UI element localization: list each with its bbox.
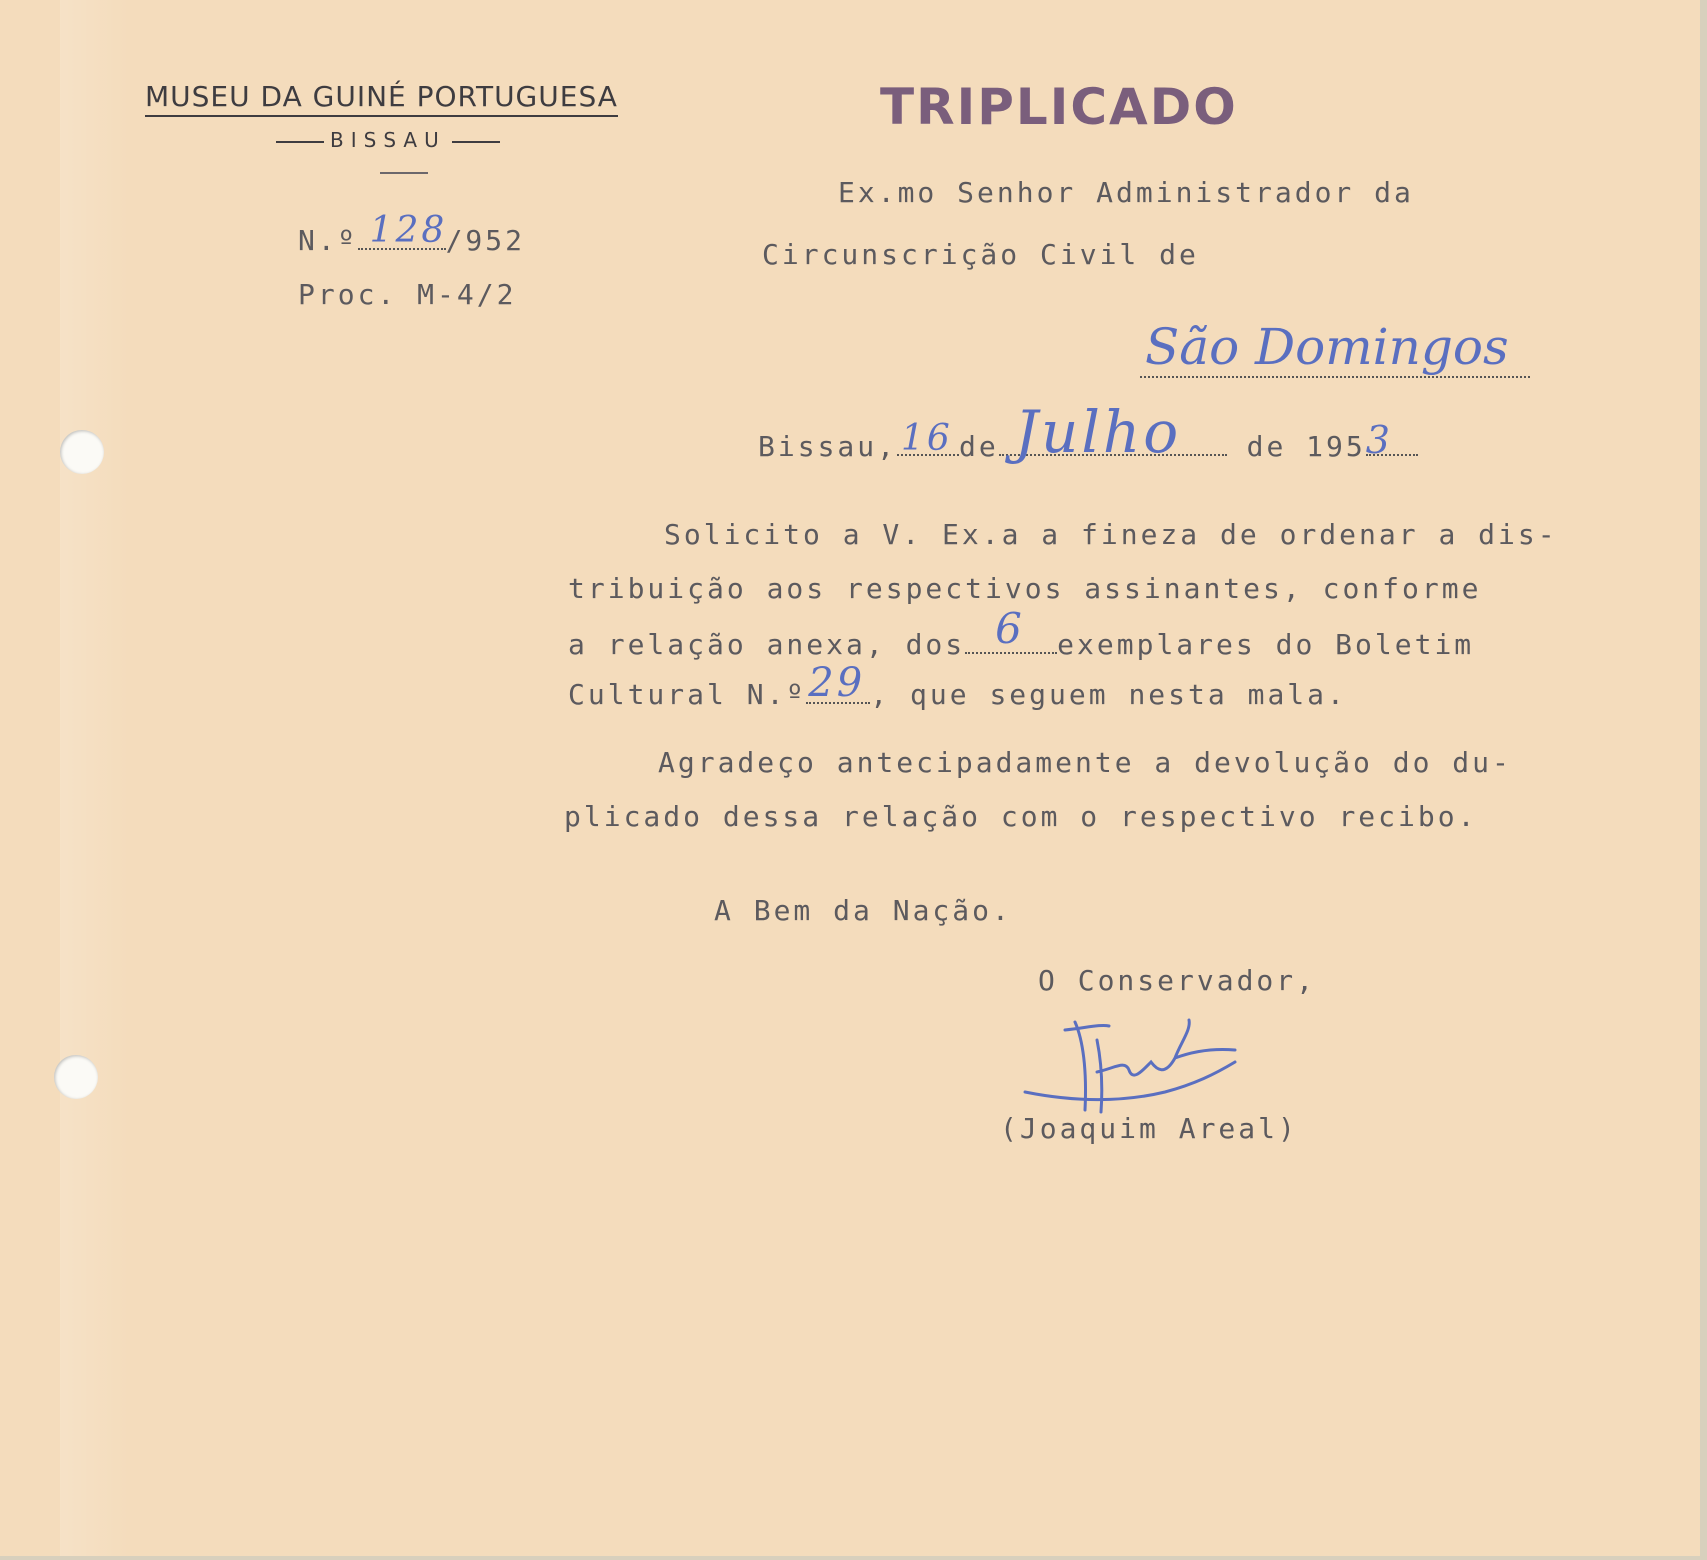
body-p1-line-4 [568,660,1347,711]
letterhead-city [270,128,506,152]
reference-number [298,210,526,257]
body-p1-line-3 [568,604,1475,661]
body-p1-line-4-end: , que seguem nesta mala. [870,678,1347,711]
date-month: Julho [1014,398,1182,466]
number-handwritten: 128 [369,210,448,251]
body-p1-line-3-end: exemplares do Boletim [1057,628,1475,661]
punch-hole-bottom [54,1055,98,1099]
closing-salutation: A Bem da Nação. [714,894,1012,927]
body-p2-line-1: Agradeço antecipadamente a devolução do du- [658,746,1512,779]
number-year: /952 [445,224,526,257]
triplicado-stamp: TRIPLICADO [880,78,1238,136]
body-p1-line-2: tribuição aos respectivos assinantes, conforme [568,572,1482,605]
addressee-line-1: Ex.mo Senhor Administrador da [838,176,1414,209]
date-day: 16 [901,418,953,459]
punch-hole-top [60,430,104,474]
date-de-1: de [959,430,999,463]
date-de-2: de 195 [1246,430,1366,463]
museum-name: MUSEU DA GUINÉ PORTUGUESA [145,80,618,117]
body-p1-line-4-start: Cultural N.º [568,678,807,711]
bulletin-number-handwritten: 29 [808,660,866,706]
signatory-name: (Joaquim Areal) [1000,1112,1298,1145]
body-p2-line-2: plicado dessa relação com o respectivo recibo. [564,800,1478,833]
body-p1-line-1: Solicito a V. Ex.a a fineza de ordenar a dis- [664,518,1558,551]
city-name: BISSAU [330,128,446,152]
number-label: N.º [298,224,358,257]
letterhead-divider [380,172,428,174]
date-city: Bissau, [758,430,898,463]
addressee-place-handwritten: São Domingos [1145,318,1509,376]
date-year-digit: 3 [1365,418,1393,462]
date-line [758,398,1418,466]
signatory-title: O Conservador, [1038,964,1317,997]
process-reference: Proc. M-4/2 [298,278,517,311]
addressee-line-2: Circunscrição Civil de [762,238,1199,271]
copies-handwritten: 6 [995,604,1025,653]
body-p1-line-3-start: a relação anexa, dos [568,628,966,661]
